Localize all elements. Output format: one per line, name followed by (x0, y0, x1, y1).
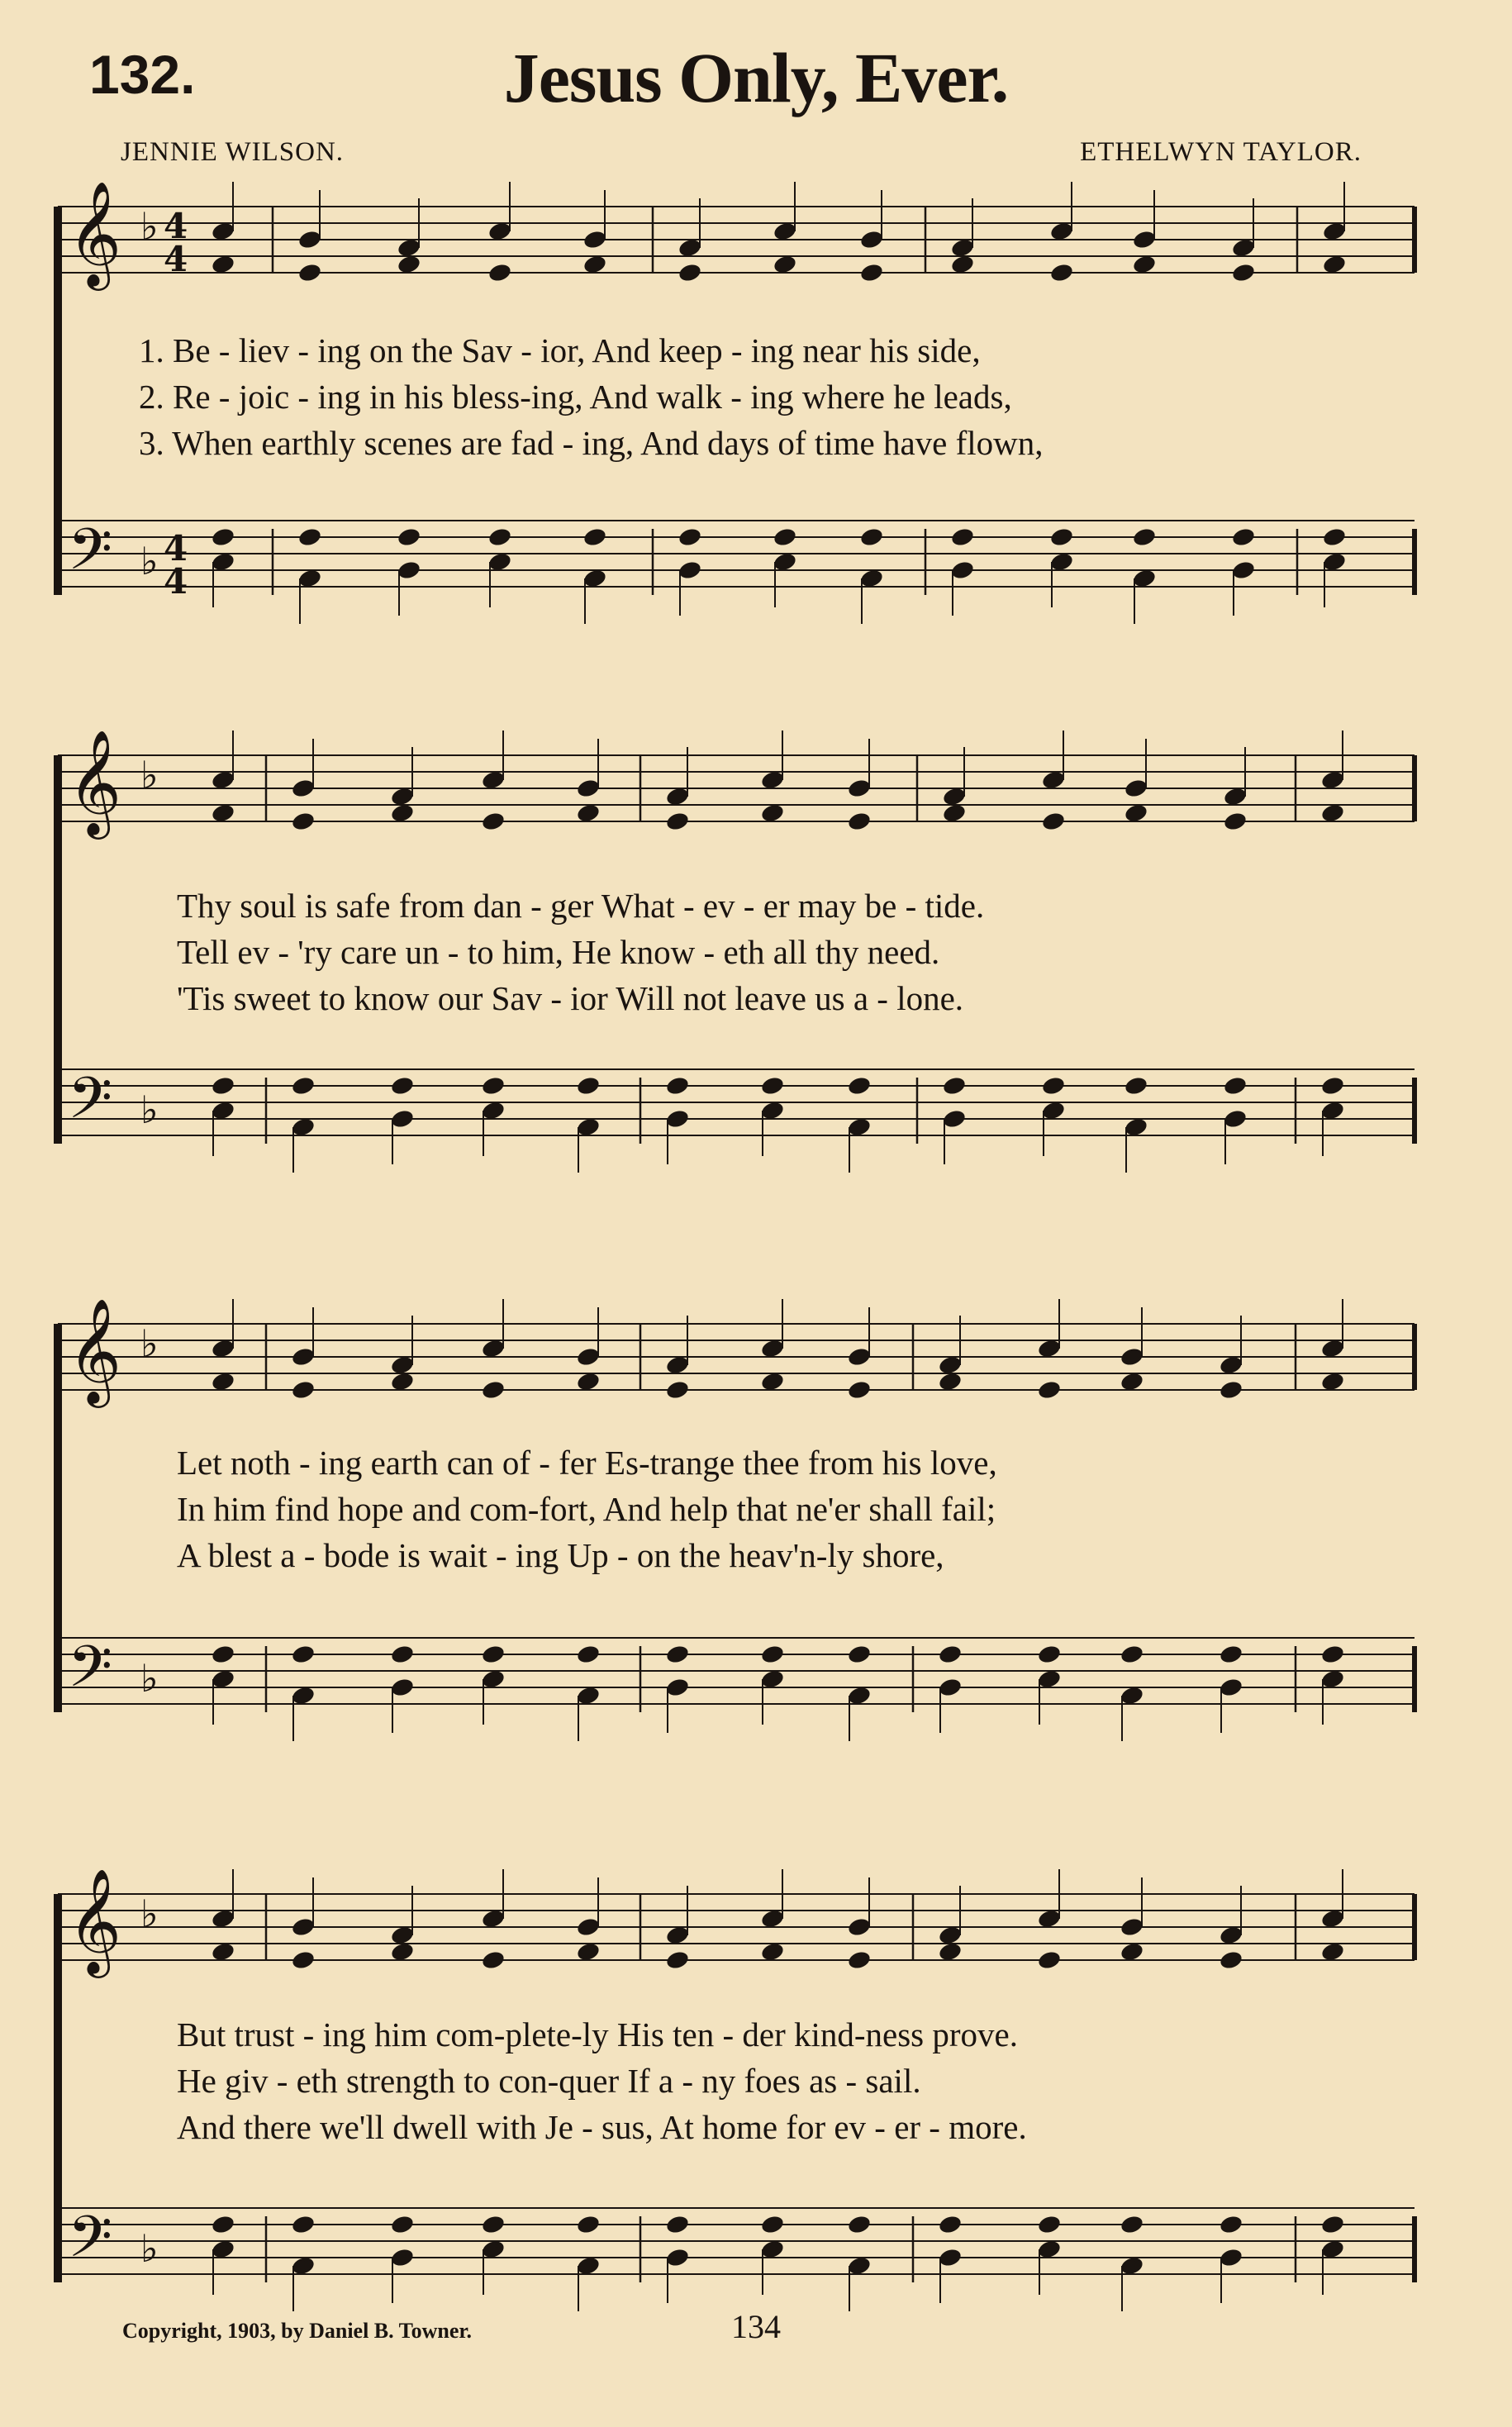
note-head (847, 811, 872, 832)
bass-clef-icon: 𝄢 (68, 1064, 113, 1145)
flat-icon: ♭ (140, 753, 159, 797)
note-head (390, 1075, 416, 1097)
hymn-number: 132. (89, 44, 196, 105)
note-head (665, 1075, 691, 1097)
note-head (1120, 1346, 1145, 1368)
note-head (576, 2214, 601, 2235)
note-head (481, 1379, 506, 1401)
note-head (847, 1644, 872, 1665)
treble-clef-icon: 𝄞 (68, 729, 122, 835)
bass-clef-icon: 𝄢 (68, 1633, 113, 1714)
note-head (938, 1644, 963, 1665)
note-head (847, 1346, 872, 1368)
note-head (1320, 1075, 1346, 1097)
lyric-line-3-1: Let noth - ing earth can of - fer Es-trange thee from his love, (177, 1444, 997, 1482)
note-head (390, 1108, 416, 1130)
note-head (1037, 2214, 1063, 2235)
note-head (576, 1346, 601, 1368)
lyric-line-1-3: 3. When earthly scenes are fad - ing, And days of time have flown, (139, 424, 1044, 462)
note-head (665, 2247, 691, 2268)
note-head (582, 229, 608, 250)
note-head (1320, 2214, 1346, 2235)
note-head (481, 2214, 506, 2235)
note-head (847, 1916, 872, 1938)
note-head (576, 1644, 601, 1665)
note-head (665, 2214, 691, 2235)
note-head (1219, 2214, 1244, 2235)
note-head (665, 1949, 691, 1971)
lyric-line-1-1: 1. Be - liev - ing on the Sav - ior, And keep - ing near his side, (139, 331, 981, 369)
page-number: 134 (731, 2308, 781, 2345)
lyricist: JENNIE WILSON. (121, 137, 345, 167)
note-head (665, 1108, 691, 1130)
flat-icon: ♭ (140, 2226, 159, 2271)
note-head (1219, 1677, 1244, 1698)
note-head (1037, 1379, 1063, 1401)
note-head (390, 2214, 416, 2235)
lyric-line-2-3: 'Tis sweet to know our Sav - ior Will not leave us a - lone. (177, 979, 964, 1017)
lyric-line-4-1: But trust - ing him com-plete-ly His ten - der kind-ness prove. (177, 2015, 1018, 2053)
note-head (291, 1644, 316, 1665)
note-head (1124, 1075, 1149, 1097)
note-head (1132, 526, 1158, 548)
copyright-notice: Copyright, 1903, by Daniel B. Towner. (122, 2319, 473, 2343)
lyric-line-1-2: 2. Re - joic - ing in his bless-ing, And walk - ing where he leads, (139, 378, 1012, 416)
note-head (1132, 229, 1158, 250)
treble-clef-icon: 𝄞 (68, 180, 122, 286)
time-signature-numerator: 4 (164, 206, 188, 246)
note-head (665, 1677, 691, 1698)
note-head (760, 1644, 786, 1665)
note-head (291, 2214, 316, 2235)
treble-clef-icon: 𝄞 (68, 1297, 122, 1403)
note-head (938, 2247, 963, 2268)
note-head (859, 229, 885, 250)
note-head (1219, 1379, 1244, 1401)
note-head (576, 1075, 601, 1097)
flat-icon: ♭ (140, 1892, 159, 1936)
note-head (1231, 526, 1257, 548)
note-head (481, 1644, 506, 1665)
note-head (1041, 1075, 1067, 1097)
flat-icon: ♭ (140, 204, 159, 249)
time-signature-denominator: 4 (164, 561, 188, 602)
note-head (481, 1949, 506, 1971)
hymn-title: Jesus Only, Ever. (503, 38, 1009, 117)
note-head (481, 811, 506, 832)
note-head (678, 526, 703, 548)
note-head (773, 526, 798, 548)
note-head (481, 1075, 506, 1097)
note-head (1322, 526, 1348, 548)
note-head (950, 526, 976, 548)
lyric-line-3-3: A blest a - bode is wait - ing Up - on the heav'n-ly shore, (177, 1536, 944, 1574)
note-head (678, 262, 703, 283)
note-head (1037, 1949, 1063, 1971)
note-head (397, 526, 422, 548)
note-head (678, 559, 703, 581)
note-head (390, 2247, 416, 2268)
note-head (211, 526, 236, 548)
note-head (291, 1949, 316, 1971)
note-head (1120, 1916, 1145, 1938)
note-head (938, 1677, 963, 1698)
note-head (291, 811, 316, 832)
note-head (291, 1379, 316, 1401)
note-head (1041, 811, 1067, 832)
note-head (1219, 1644, 1244, 1665)
note-head (487, 262, 513, 283)
note-head (847, 1379, 872, 1401)
note-head (1120, 1644, 1145, 1665)
lyric-line-2-2: Tell ev - 'ry care un - to him, He know - eth all thy need. (177, 933, 940, 971)
note-head (1124, 778, 1149, 799)
note-head (760, 1075, 786, 1097)
note-head (291, 778, 316, 799)
flat-icon: ♭ (140, 539, 159, 583)
note-head (1231, 262, 1257, 283)
note-head (297, 262, 323, 283)
note-head (576, 778, 601, 799)
note-head (942, 1108, 968, 1130)
note-head (1223, 1075, 1248, 1097)
note-head (390, 1677, 416, 1698)
flat-icon: ♭ (140, 1087, 159, 1132)
note-head (1219, 1949, 1244, 1971)
note-head (847, 2214, 872, 2235)
time-signature-numerator: 4 (164, 528, 188, 569)
note-head (211, 1644, 236, 1665)
note-head (211, 1075, 236, 1097)
note-head (397, 559, 422, 581)
note-head (950, 559, 976, 581)
note-head (1120, 2214, 1145, 2235)
note-head (665, 1644, 691, 1665)
time-signature-denominator: 4 (164, 239, 188, 279)
note-head (576, 1916, 601, 1938)
note-head (1037, 1644, 1063, 1665)
bass-clef-icon: 𝄢 (68, 516, 113, 597)
note-head (1049, 262, 1075, 283)
bass-clef-icon: 𝄢 (68, 2203, 113, 2284)
note-head (291, 1346, 316, 1368)
note-head (665, 811, 691, 832)
treble-clef-icon: 𝄞 (68, 1868, 122, 1973)
note-head (291, 1916, 316, 1938)
note-head (291, 1075, 316, 1097)
note-head (859, 526, 885, 548)
note-head (1223, 1108, 1248, 1130)
note-head (390, 1644, 416, 1665)
note-head (665, 1379, 691, 1401)
note-head (1219, 2247, 1244, 2268)
composer: ETHELWYN TAYLOR. (1080, 137, 1362, 167)
note-head (1223, 811, 1248, 832)
note-head (582, 526, 608, 548)
flat-icon: ♭ (140, 1321, 159, 1366)
note-head (297, 526, 323, 548)
note-head (1231, 559, 1257, 581)
note-head (1320, 1644, 1346, 1665)
note-head (847, 778, 872, 799)
lyric-line-4-2: He giv - eth strength to con-quer If a - ny foes as - sail. (177, 2062, 921, 2100)
flat-icon: ♭ (140, 1656, 159, 1701)
note-head (847, 1949, 872, 1971)
note-head (1049, 526, 1075, 548)
note-head (211, 2214, 236, 2235)
lyric-line-4-3: And there we'll dwell with Je - sus, At home for ev - er - more. (177, 2108, 1027, 2146)
note-head (487, 526, 513, 548)
note-head (297, 229, 323, 250)
note-head (847, 1075, 872, 1097)
note-head (938, 2214, 963, 2235)
note-head (942, 1075, 968, 1097)
note-head (760, 2214, 786, 2235)
lyric-line-2-1: Thy soul is safe from dan - ger What - ev - er may be - tide. (177, 887, 985, 925)
note-head (859, 262, 885, 283)
lyric-line-3-2: In him find hope and com-fort, And help that ne'er shall fail; (177, 1490, 996, 1528)
